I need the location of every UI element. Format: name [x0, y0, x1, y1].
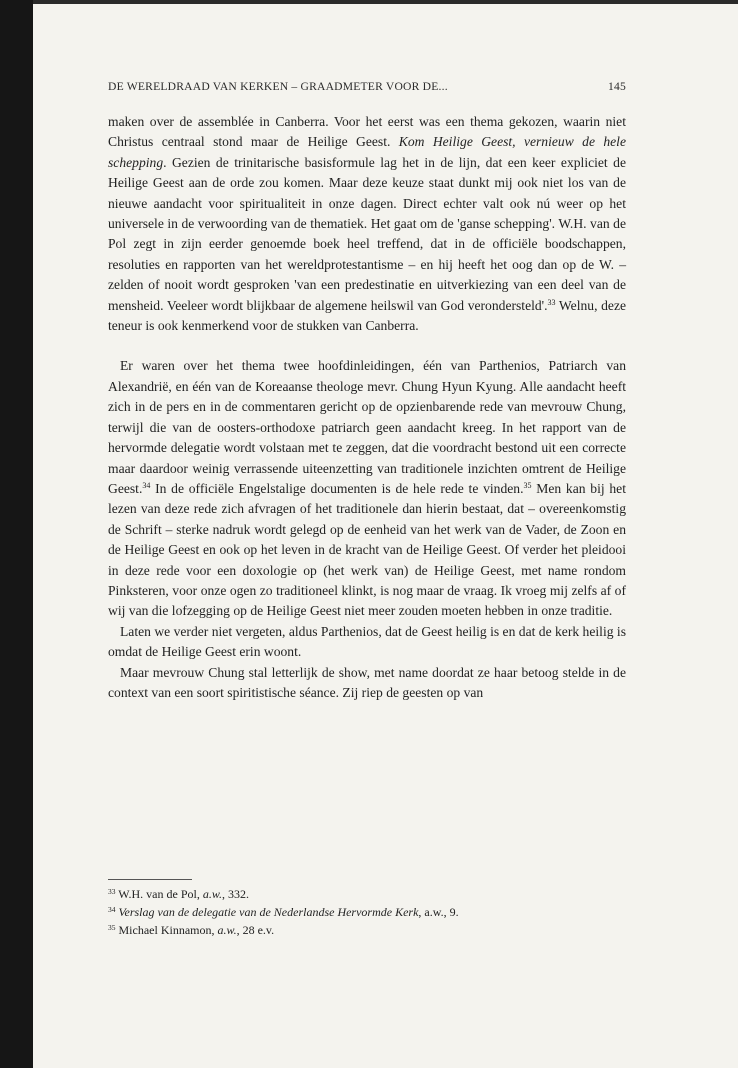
footnote-italic: Verslag van de delegatie van de Nederlandse Hervormde Kerk: [118, 905, 419, 919]
paragraph-1-text-b: . Gezien de trinitarische basisformule lag het in de lijn, dat een keer expliciet de Heilige Geest aan de orde zou komen. Maar deze keuze staat dunkt mij ook niet los van de nieuwe aandacht voor spiritualiteit in onze dagen. Direct echter valt ook nú weer op het universele in de verwoording van de thematiek. Het gaat om de 'ganse schepping'. W.H. van de Pol zegt in zijn eerder genoemde boek heel treffend, dat in de officiële boodschappen, resoluties en rapporten van het wereldprotestantisme – en hij heeft het oog dan op de W. – zelden of nooit wordt gesproken 'van een predestinatie en uitverkiezing van een deel van de mensheid. Veeleer wordt blijkbaar de algemene heilswil van God verondersteld'.: [108, 154, 626, 313]
paragraph-1-text-c: Welnu, deze teneur is ook kenmerkend voor de stukken van Canberra.: [108, 297, 627, 334]
footnote-rule: [108, 879, 192, 880]
footnote-35: [108, 921, 626, 939]
scan-top-edge: [33, 0, 738, 4]
footnote-italic: a.w.: [217, 923, 237, 937]
footnote-ref-35: 35: [523, 480, 532, 490]
body-text: [108, 112, 626, 703]
paragraph-2-text-c: Men kan bij het lezen van deze rede zich afvragen of het traditionele dan hierin bestaat, dat – overeenkomstig de Schrift – sterke nadruk wordt gelegd op de eenheid van het werk van de Vader, de Zoon en de Heilige Geest en ook op het leven in de kracht van de Heilige Geest. Of verder het pleidooi in deze rede voor een doxologie op (het werk van) de Heilige Geest, met name rondom Pinksteren, voor onze ogen zo traditioneel klinkt, is nog maar de vraag. Ik vroeg mij zelfs af of wij van die lofzegging op de Heilige Geest niet meer zouden moeten hebben in onze traditie.: [108, 480, 626, 619]
paragraph-2: [108, 356, 626, 621]
running-title: DE WERELDRAAD VAN KERKEN – GRAADMETER VOOR DE...: [108, 80, 448, 93]
paragraph-1: [108, 112, 626, 336]
footnote-italic: a.w.: [202, 887, 222, 901]
footnote-text: , 28 e.v.: [236, 923, 275, 937]
footnote-ref-34: 34: [142, 480, 151, 490]
footnote-ref-33: 33: [547, 297, 556, 307]
footnote-text: , a.w., 9.: [418, 905, 459, 919]
footnote-text: Michael Kinnamon,: [115, 923, 218, 937]
paragraph-1-text-a: maken over de assemblée in Canberra. Voor het eerst was een thema gekozen, waarin niet Christus centraal stond maar de Heilige Geest.: [108, 114, 626, 150]
paragraph-2-text-b: In de officiële Engelstalige documenten is de hele rede te vinden.: [150, 480, 524, 496]
theme-title: Kom Heilige Geest, vernieuw de hele schepping: [108, 134, 626, 170]
footnote-text: W.H. van de Pol,: [115, 887, 203, 901]
paragraph-4: Maar mevrouw Chung stal letterlijk de show, met name doordat ze haar betoog stelde in de context van een soort spiritistische séance. Zij riep de geesten op van: [108, 664, 626, 700]
footnote-number: 33: [108, 887, 116, 896]
paragraph-2-text-a: Er waren over het thema twee hoofdinleidingen, één van Parthenios, Patriarch van Alexandrië, en één van de Koreaanse theologe mevr. Chung Hyun Kyung. Alle aandacht heeft zich in de pers en in de commentaren gericht op de opzienbarende rede van mevrouw Chung, terwijl die van de oosters-orthodoxe patriarch geen aandacht kreeg. In het rapport van de hervormde delegatie wordt volstaan met te zeggen, dat die voordracht bestond uit een correcte maar daardoor weinig verrassende uiteenzetting van traditionele inzichten omtrent de Heilige Geest.: [108, 358, 626, 496]
footnote-34: [108, 903, 626, 921]
footnote-33: [108, 885, 626, 903]
footnote-text: , 332.: [221, 887, 249, 901]
footnote-number: 34: [108, 905, 116, 914]
page-number: 145: [608, 80, 626, 93]
paragraph-3: Laten we verder niet vergeten, aldus Parthenios, dat de Geest heilig is en dat de kerk heilig is omdat de Heilige Geest erin woont.: [108, 623, 626, 660]
footnotes: [108, 885, 626, 939]
footnote-number: 35: [108, 923, 116, 932]
